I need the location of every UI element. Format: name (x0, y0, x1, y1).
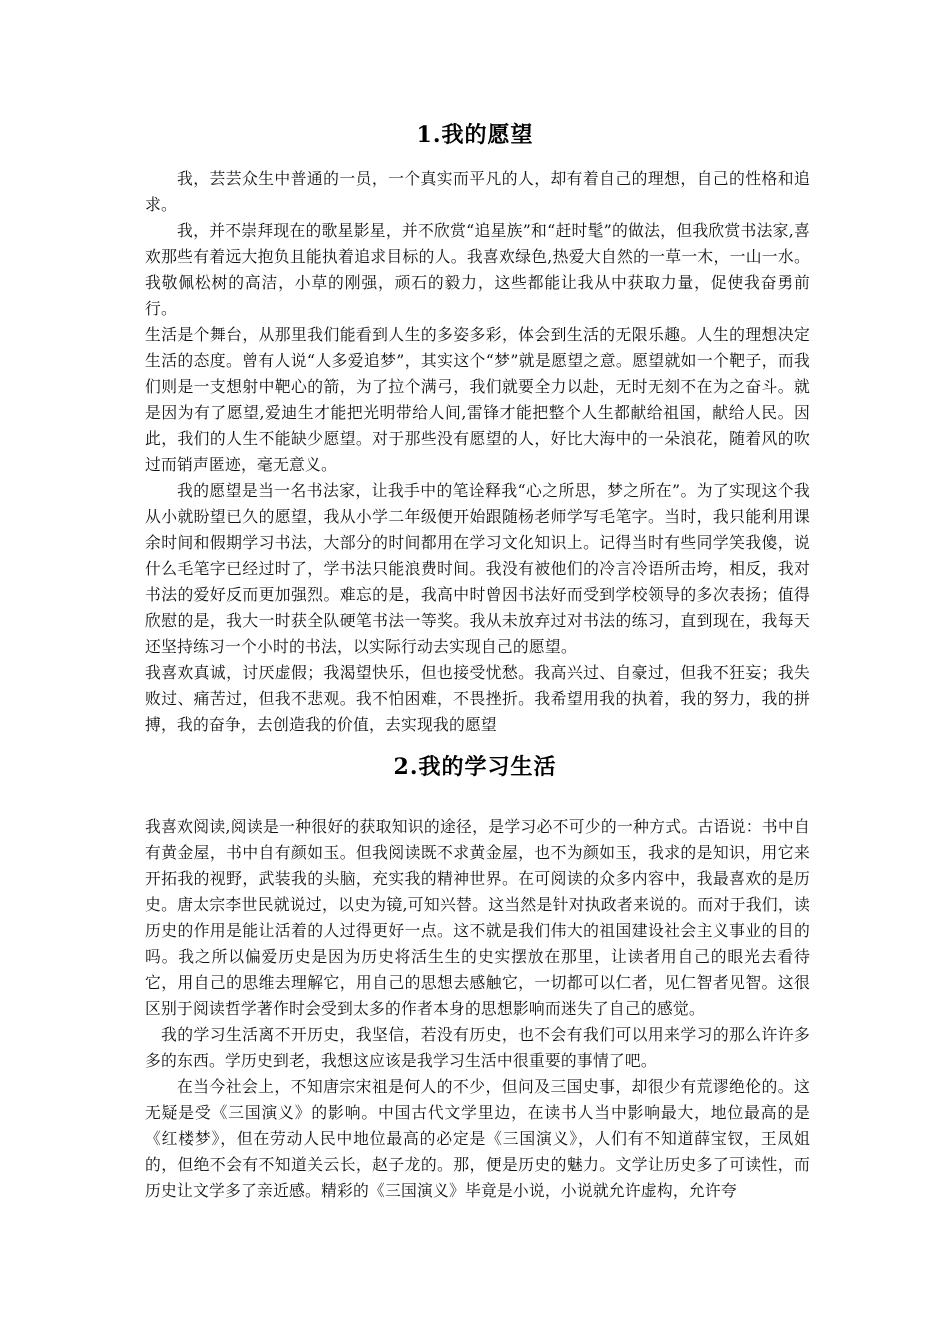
section1-paragraph-3: 生活是个舞台，从那里我们能看到人生的多姿多彩，体会到生活的无限乐趣。人生的理想决定生活的态度。曾有人说“人多爱追梦”，其实这个“梦”就是愿望之意。愿望就如一个靶子，而我们则是一支想射中靶心的箭，为了拉个满弓，我们就要全力以赴，无时无刻不在为之奋斗。就是因为有了愿望,爱迪生才能把光明带给人间,雷锋才能把整个人生都献给祖国，献给人民。因此，我们的人生不能缺少愿望。对于那些没有愿望的人，好比大海中的一朵浪花，随着风的吹过而销声匿迹，毫无意义。 (145, 325, 810, 474)
section1-body (145, 166, 810, 738)
section1-paragraph-1: 我，芸芸众生中普通的一员，一个真实而平凡的人，却有着自己的理想，自己的性格和追求。 (145, 169, 810, 214)
section1-paragraph-4: 我的愿望是当一名书法家，让我手中的笔诠释我“心之所思，梦之所在”。为了实现这个我从小就盼望已久的愿望，我从小学二年级便开始跟随杨老师学写毛笔字。当时，我只能利用课余时间和假期学习书法，大部分的时间都用在学习文化知识上。记得当时有些同学笑我傻，说什么毛笔字已经过时了，学书法只能浪费时间。我没有被他们的冷言冷语所击垮，相反，我对书法的爱好反而更加强烈。难忘的是，我高中时曾因书法好而受到学校领导的多次表扬；值得欣慰的是，我大一时获全队硬笔书法一等奖。我从未放弃过对书法的练习，直到现在，我每天还坚持练习一个小时的书法，以实际行动去实现自己的愿望。 (145, 481, 810, 656)
section2-paragraph-2: 我的学习生活离不开历史，我坚信，若没有历史，也不会有我们可以用来学习的那么许许多多的东西。学历史到老，我想这应该是我学习生活中很重要的事情了吧。 (145, 1025, 810, 1070)
section2-paragraph-1: 我喜欢阅读,阅读是一种很好的获取知识的途径，是学习必不可少的一种方式。古语说：书中自有黄金屋，书中自有颜如玉。但我阅读既不求黄金屋，也不为颜如玉，我求的是知识，用它来开拓我的视野，武装我的头脑，充实我的精神世界。在可阅读的众多内容中，我最喜欢的是历史。唐太宗李世民就说过，以史为镜,可知兴替。这当然是针对执政者来说的。而对于我们，读历史的作用是能让活着的人过得更好一点。这不就是我们伟大的祖国建设社会主义事业的目的吗。我之所以偏爱历史是因为历史将活生生的史实摆放在那里，让读者用自己的眼光去看待它，用自己的思维去理解它，用自己的思想去感触它，一切都可以仁者，见仁智者见智。这很区别于阅读哲学著作时会受到太多的作者本身的思想影响而迷失了自己的感觉。 (145, 817, 810, 1018)
section2-title: 2.我的学习生活 (393, 754, 557, 780)
section1-paragraph-5: 我喜欢真诚，讨厌虚假；我渴望快乐，但也接受忧愁。我高兴过、自豪过，但我不狂妄；我失败过、痛苦过，但我不悲观。我不怕困难，不畏挫折。我希望用我的执着，我的努力，我的拼搏，我的奋争，去创造我的价值，去实现我的愿望 (145, 663, 810, 734)
section1-paragraph-2: 我，并不崇拜现在的歌星影星，并不欣赏“追星族”和“赶时髦”的做法，但我欣赏书法家,喜欢那些有着远大抱负且能执着追求目标的人。我喜欢绿色,热爱大自然的一草一木，一山一水。我敬佩松树的高洁，小草的刚强，顽石的毅力，这些都能让我从中获取力量，促使我奋勇前行。 (145, 221, 810, 318)
section1-title: 1.我的愿望 (416, 122, 534, 148)
section2-body (145, 814, 810, 1204)
section2-paragraph-3: 在当今社会上，不知唐宗宋祖是何人的不少，但问及三国史事，却很少有荒谬绝伦的。这无疑是受《三国演义》的影响。中国古代文学里边，在读书人当中影响最大，地位最高的是《红楼梦》，但在劳动人民中地位最高的必定是《三国演义》，人们有不知道薛宝钗，王凤姐的，但绝不会有不知道关云长，赵子龙的。那，便是历史的魅力。文学让历史多了可读性，而历史让文学多了亲近感。精彩的《三国演义》毕竟是小说，小说就允许虚构，允许夸 (145, 1077, 810, 1200)
